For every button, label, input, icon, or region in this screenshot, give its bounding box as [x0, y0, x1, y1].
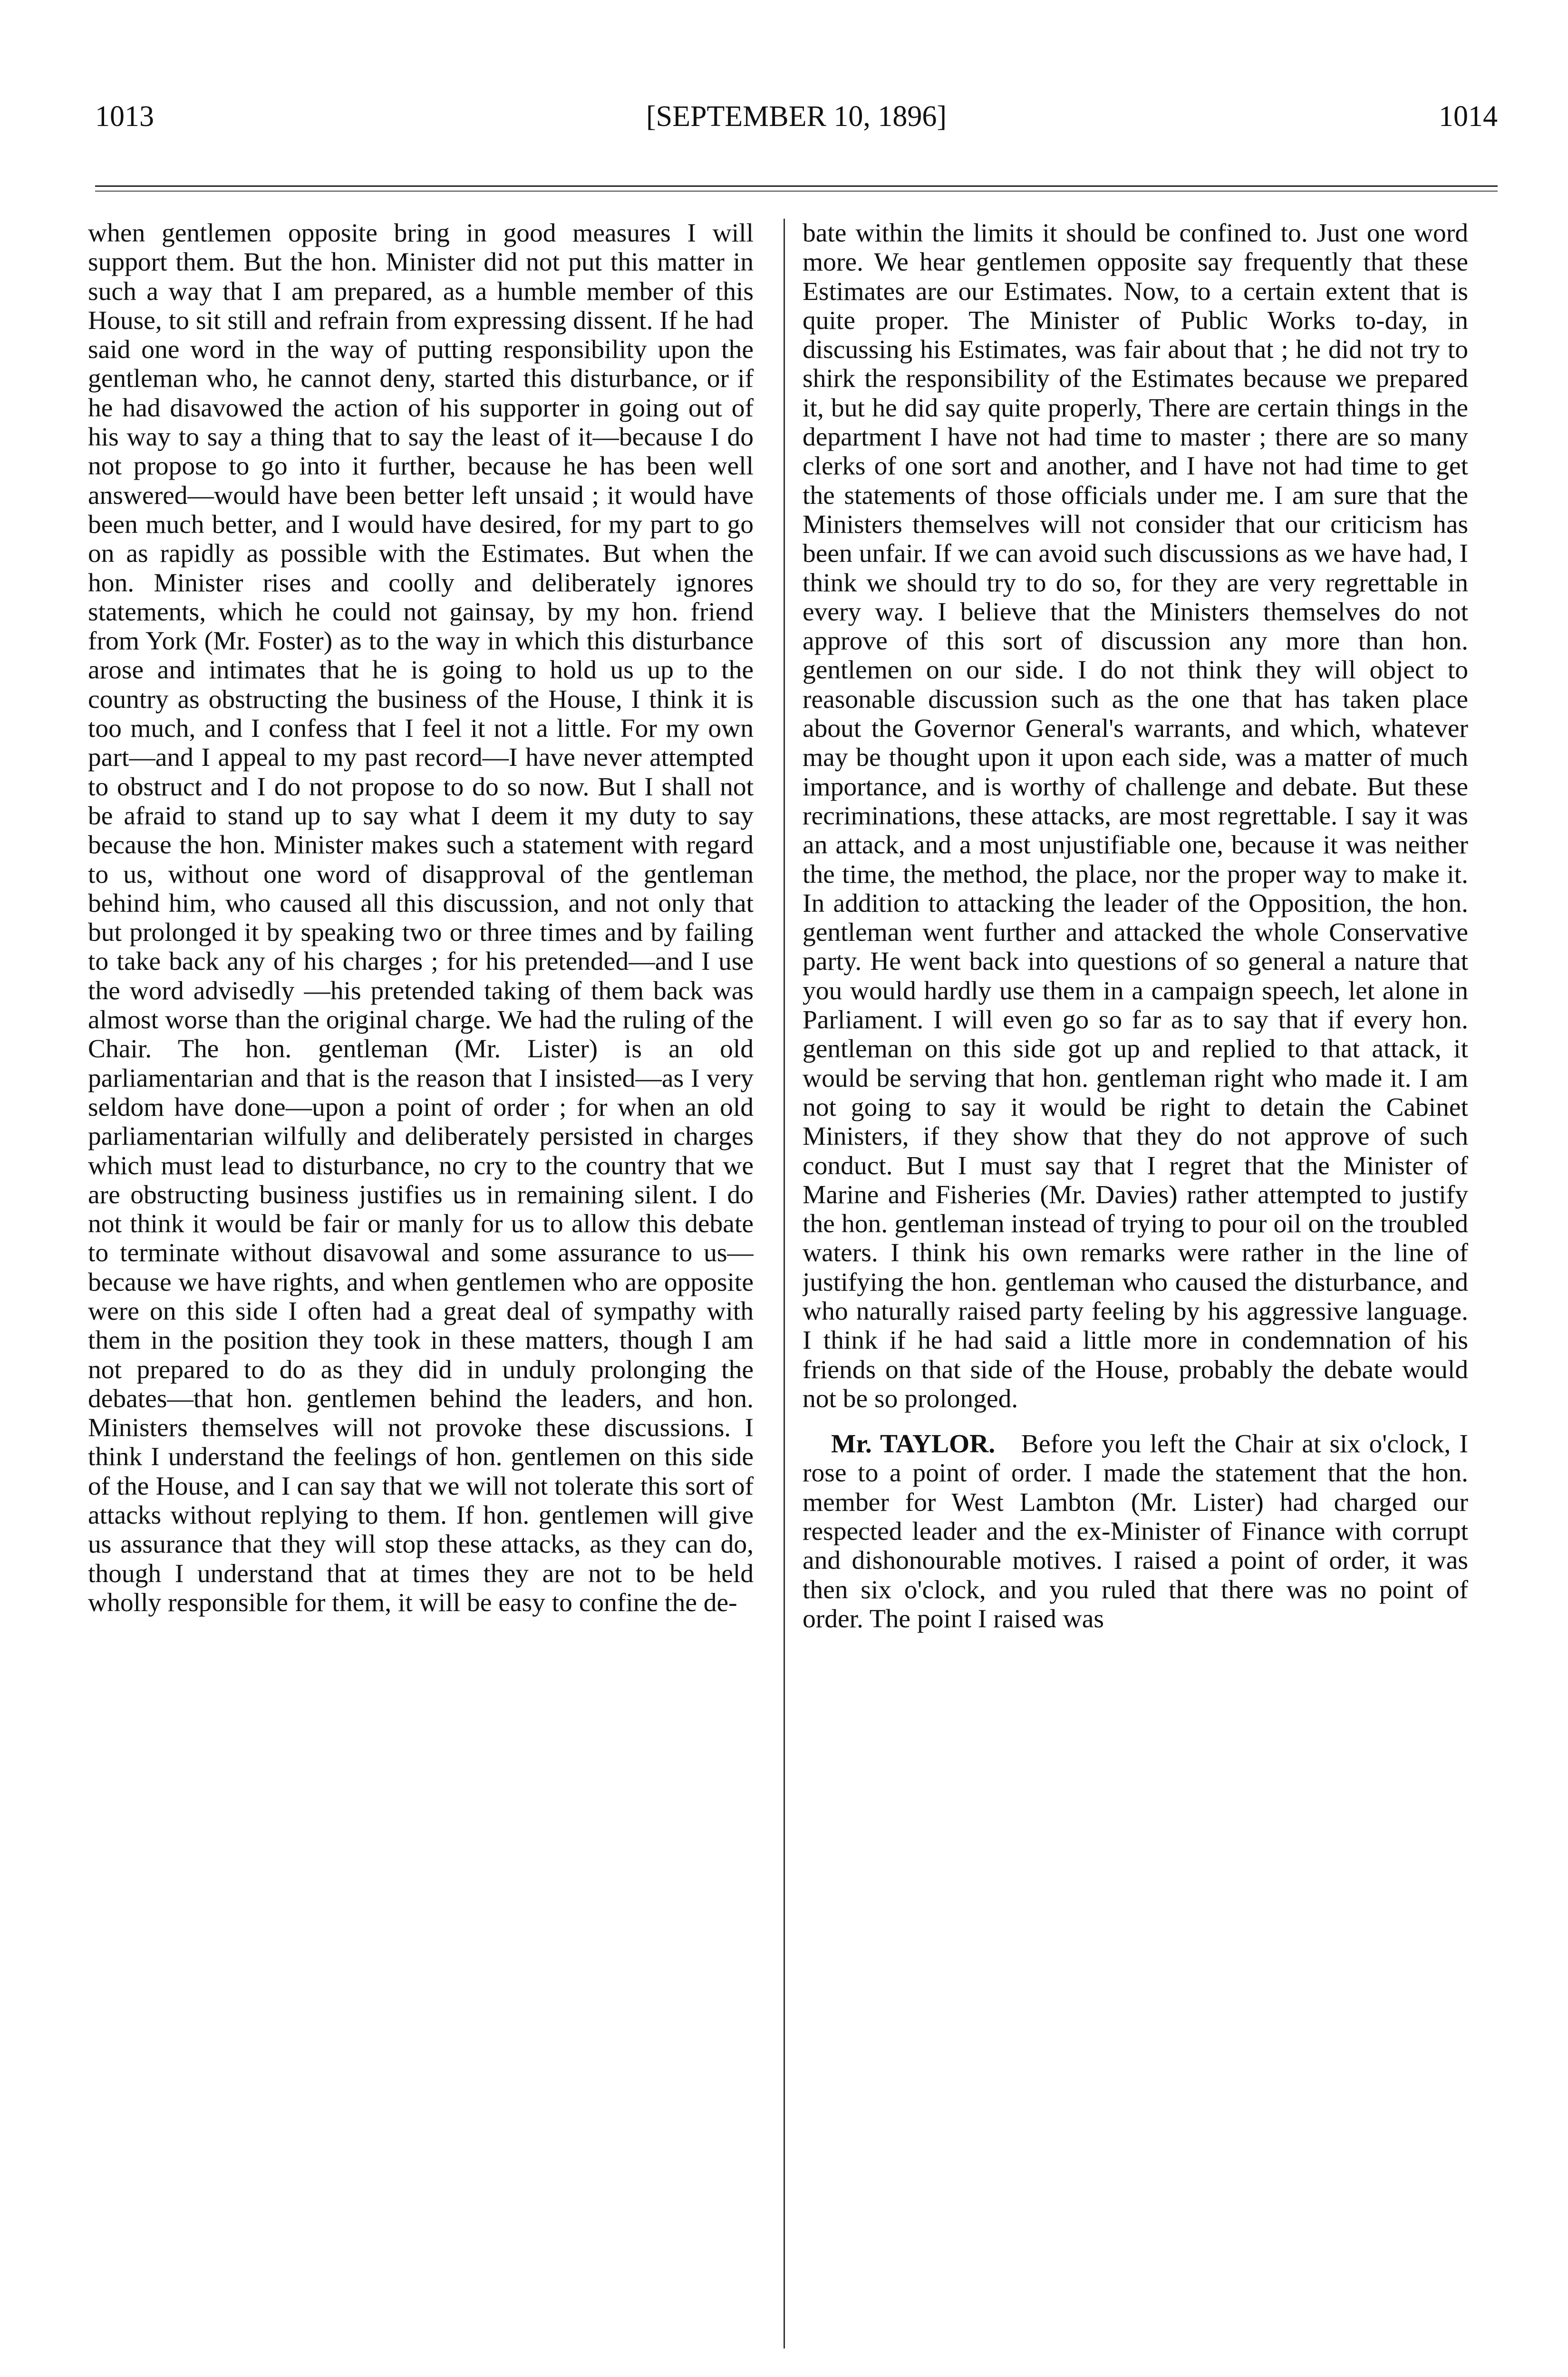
right-paragraph-continuation: bate within the limits it should be confined to. Just one word more. We hear gentlemen opposite say frequently that these Estimates are our Estimates. Now, to a certain extent that is quite proper. The Minister of Public Works to-day, in discussing his Estimates, was fair about that ; he did not try to shirk the responsibility of the Estimates because we prepared it, but he did say quite properly, There are certain things in the department I have not had time to master ; there are so many clerks of one sort and another, and I have not had time to get the statements of those officials under me. I am sure that the Ministers themselves will not consider that our criticism has been unfair. If we can avoid such discussions as we have had, I think we should try to do so, for they are very regrettable in every way. I believe that the Ministers themselves do not approve of this sort of discussion any more than hon. gentlemen on our side. I do not think they will object to reasonable discussion such as the one that has taken place about the Governor General's warrants, and which, whatever may be thought upon it upon each side, was a matter of much importance, and is worthy of challenge and debate. But these recriminations, these attacks, are most regrettable. I say it was an attack, and a most unjustifiable one, because it was neither the time, the method, the place, nor the proper way to make it. In addition to attacking the leader of the Opposition, the hon. gentleman went further and attacked the whole Conservative party. He went back into questions of so general a nature that you would hardly use them in a campaign speech, let alone in Parliament. I will even go so far as to say that if every hon. gentleman on this side got up and replied to that attack, it would be serving that hon. gentleman right who made it. I am not going to say it would be right to detain the Cabinet Ministers, if they show that they do not approve of such conduct. But I must say that I regret that the Minister of Marine and Fisheries (Mr. Davies) rather attempted to justify the hon. gentleman instead of trying to pour oil on the troubled waters. I think his own remarks were rather in the line of justifying the hon. gentleman who caused the disturbance, and who naturally raised party feeling by his aggressive language. I think if he had said a little more in condemnation of his friends on that side of the House, probably the debate would not be so prolonged. [803, 219, 1468, 1413]
page-header [95, 95, 1498, 138]
left-column [88, 219, 754, 2348]
column-divider [784, 219, 785, 2348]
right-column [803, 219, 1468, 2348]
header-date: [SEPTEMBER 10, 1896] [646, 100, 947, 133]
page-number-right: 1014 [1439, 100, 1498, 133]
speech-text: Before you left the Chair at six o'clock, I rose to a point of order. I made the statement that the hon. member for West Lambton (Mr. Lister) had charged our respected leader and the ex-Minister of Finance with corrupt and dishonourable motives. I raised a point of order, it was then six o'clock, and you ruled that there was no point of order. The point I raised was [803, 1430, 1468, 1633]
speech-taylor [803, 1430, 1468, 1633]
page-number-left: 1013 [95, 100, 154, 133]
speaker-name: Mr. TAYLOR. [831, 1430, 996, 1459]
left-paragraph: when gentlemen opposite bring in good measures I will support them. But the hon. Minister did not put this matter in such a way that I am prepared, as a humble member of this House, to sit still and refrain from expressing dissent. If he had said one word in the way of putting responsibility upon the gentleman who, he cannot deny, started this disturbance, or if he had disavowed the action of his supporter in going out of his way to say a thing that to say the least of it—because I do not propose to go into it further, because he has been well answered—would have been better left unsaid ; it would have been much better, and I would have desired, for my part to go on as rapidly as possible with the Estimates. But when the hon. Minister rises and coolly and deliberately ignores statements, which he could not gainsay, by my hon. friend from York (Mr. Foster) as to the way in which this disturbance arose and intimates that he is going to hold us up to the country as obstructing the business of the House, I think it is too much, and I confess that I feel it not a little. For my own part—and I appeal to my past record—I have never attempted to obstruct and I do not propose to do so now. But I shall not be afraid to stand up to say what I deem it my duty to say because the hon. Minister makes such a statement with regard to us, without one word of disapproval of the gentleman behind him, who caused all this discussion, and not only that but prolonged it by speaking two or three times and by failing to take back any of his charges ; for his pretended—and I use the word advisedly —his pretended taking of them back was almost worse than the original charge. We had the ruling of the Chair. The hon. gentleman (Mr. Lister) is an old parliamentarian and that is the reason that I insisted—as I very seldom have done—upon a point of order ; for when an old parliamentarian wilfully and deliberately persisted in charges which must lead to disturbance, no cry to the country that we are obstructing business justifies us in remaining silent. I do not think it would be fair or manly for us to allow this debate to terminate without disavowal and some assurance to us—because we have rights, and when gentlemen who are opposite were on this side I often had a great deal of sympathy with them in the position they took in these matters, though I am not prepared to do as they did in unduly prolonging the debates—that hon. gentlemen behind the leaders, and hon. Ministers themselves will not provoke these discussions. I think I understand the feelings of hon. gentlemen on this side of the House, and I can say that we will not tolerate this sort of attacks without replying to them. If hon. gentlemen will give us assurance that they will stop these attacks, as they can do, though I understand that at times they are not to be held wholly responsible for them, it will be easy to confine the de- [88, 219, 754, 1617]
header-rule [95, 185, 1498, 192]
